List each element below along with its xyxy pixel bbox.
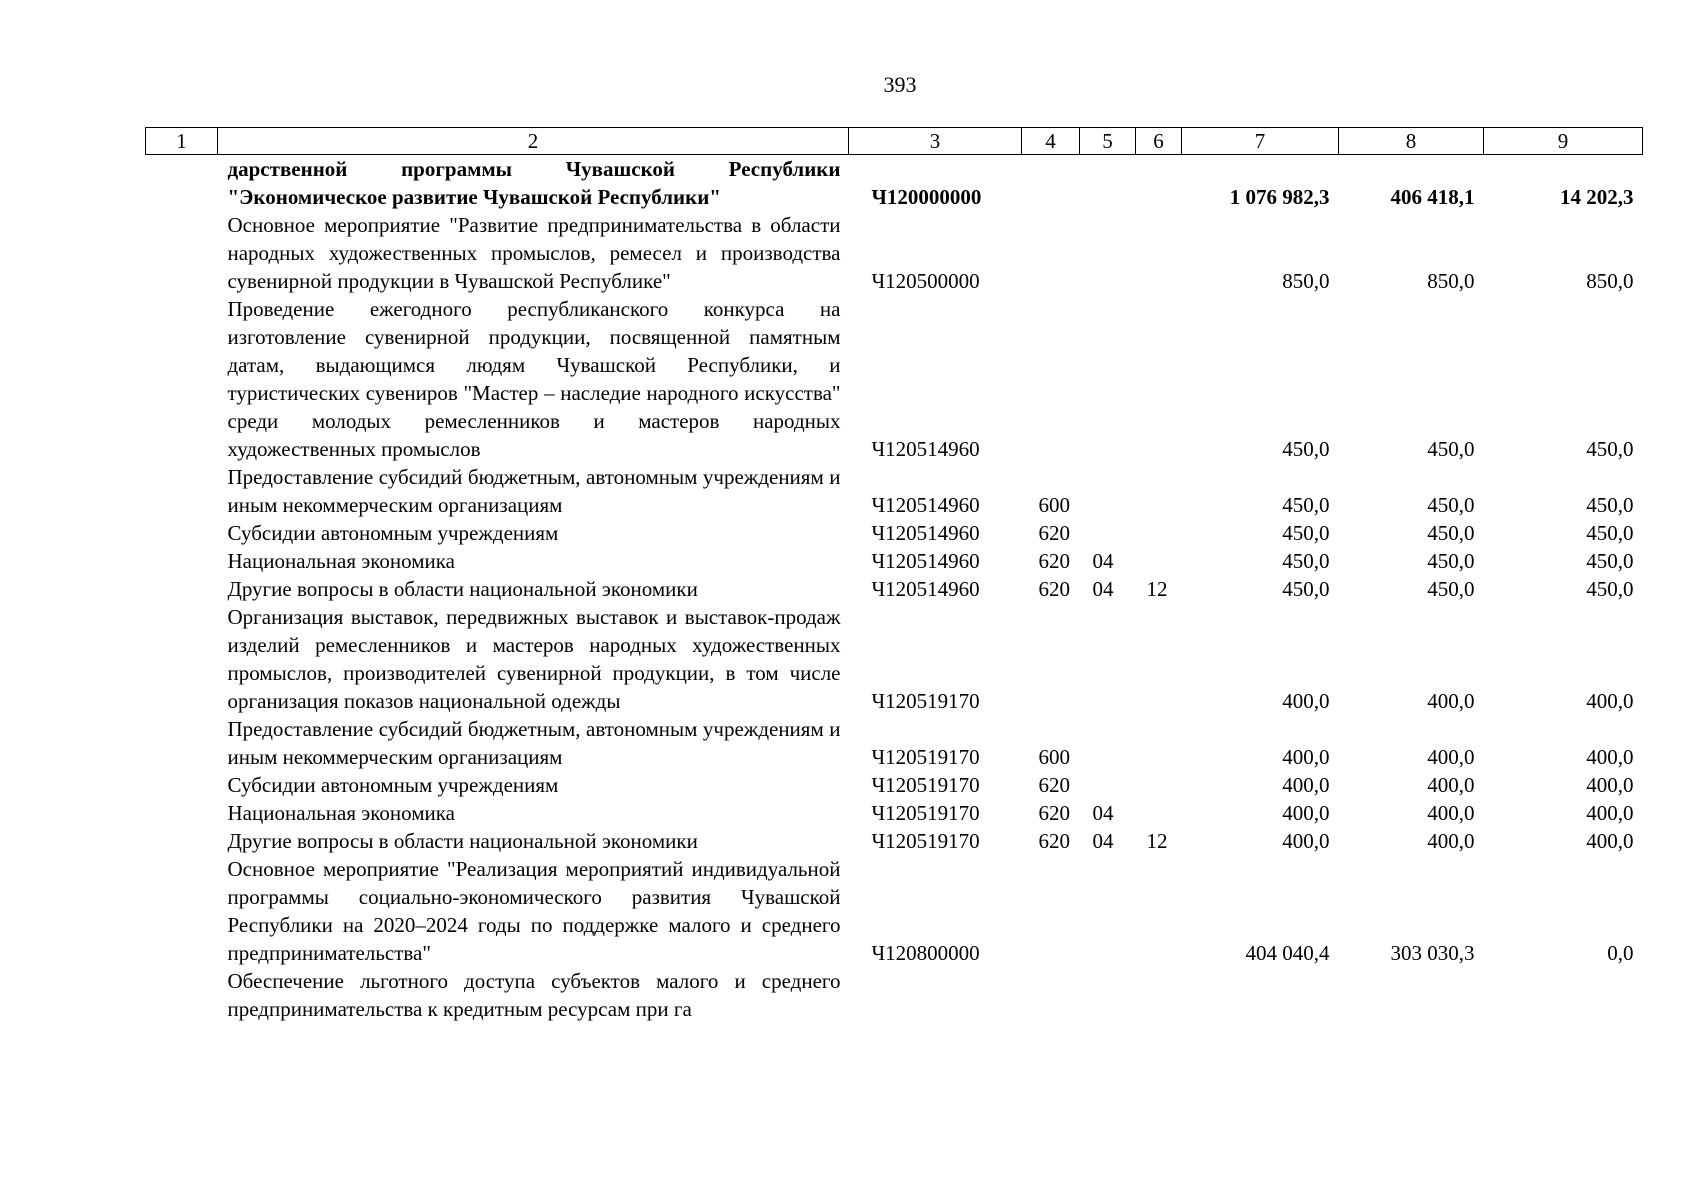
- row-name: Основное мероприятие "Реализация мероприятий индивидуальной программы социально-экономического развития Чувашской Республики на 2020–2024 годы по поддержке малого и среднего предпринимательства": [227, 857, 841, 965]
- col-1-header: 1: [146, 128, 218, 155]
- row-name: Национальная экономика: [227, 549, 455, 573]
- row-value-7: 400,0: [1282, 689, 1330, 713]
- row-col5: [1080, 211, 1136, 295]
- row-col6: [1136, 295, 1182, 463]
- row-col4: [1022, 295, 1080, 463]
- row-value-7: 450,0: [1282, 577, 1330, 601]
- col-5-header: 5: [1080, 128, 1136, 155]
- row-name: Основное мероприятие "Развитие предпринимательства в области народных художественных промыслов, ремесел и производства сувенирной продукции в Чувашской Республике": [227, 213, 841, 293]
- row-col5: [1080, 519, 1136, 547]
- row-value-8: 400,0: [1427, 801, 1475, 825]
- table-row: [146, 715, 1643, 771]
- row-col4: 620: [1038, 773, 1070, 797]
- row-value-9: 450,0: [1586, 521, 1634, 545]
- row-value-7: 850,0: [1282, 269, 1330, 293]
- row-value-8: 450,0: [1427, 493, 1475, 517]
- cell-empty: [146, 463, 218, 519]
- row-col6: [1136, 799, 1182, 827]
- row-col6: [1136, 603, 1182, 715]
- row-value-9: [1484, 967, 1643, 1023]
- row-name: Организация выставок, передвижных выставок и выставок-продаж изделий ремесленников и мастеров народных художественных промыслов, производителей сувенирной продукции, в том числе организация показов национальной одежды: [227, 605, 841, 713]
- row-col5: [1080, 295, 1136, 463]
- cell-empty: [146, 827, 218, 855]
- row-value-9: 450,0: [1586, 437, 1634, 461]
- row-name: Национальная экономика: [227, 801, 455, 825]
- row-code: Ч120519170: [871, 745, 980, 769]
- row-col5: 04: [1092, 829, 1114, 853]
- row-col4: 620: [1038, 829, 1070, 853]
- table-row: [146, 855, 1643, 967]
- table-row: [146, 295, 1643, 463]
- col-2-header: 2: [218, 128, 849, 155]
- row-code: Ч120519170: [871, 801, 980, 825]
- table-row: [146, 519, 1643, 547]
- row-name: Проведение ежегодного республиканского конкурса на изготовление сувенирной продукции, посвященной памятным датам, выдающимся людям Чувашской Республики, и туристических сувениров "Мастер – наследие народного искусства" среди молодых ремесленников и мастеров народных художественных промыслов: [227, 297, 841, 461]
- row-value-9: 0,0: [1607, 941, 1634, 965]
- cell-empty: [146, 855, 218, 967]
- page-number: 393: [883, 72, 917, 97]
- row-col5: [1080, 771, 1136, 799]
- row-value-7: 450,0: [1282, 521, 1330, 545]
- row-name: Предоставление субсидий бюджетным, автономным учреждениям и иным некоммерческим организациям: [227, 717, 841, 769]
- row-value-9: 400,0: [1586, 689, 1634, 713]
- row-value-8: [1339, 967, 1484, 1023]
- row-value-7: 450,0: [1282, 493, 1330, 517]
- row-col5: [1080, 855, 1136, 967]
- row-col6: [1136, 855, 1182, 967]
- row-value-7: 450,0: [1282, 437, 1330, 461]
- row-col6: 12: [1146, 829, 1168, 853]
- row-col6: [1136, 547, 1182, 575]
- row-col6: [1136, 519, 1182, 547]
- row-code: Ч120800000: [871, 941, 980, 965]
- cell-empty: [146, 715, 218, 771]
- row-value-8: 450,0: [1427, 437, 1475, 461]
- row-value-7: 400,0: [1282, 829, 1330, 853]
- row-value-8: 450,0: [1427, 577, 1475, 601]
- row-col5: [1080, 463, 1136, 519]
- row-value-8: 450,0: [1427, 549, 1475, 573]
- row-code: Ч120000000: [871, 185, 982, 209]
- table-row: [146, 967, 1643, 1023]
- row-col5: 04: [1092, 549, 1114, 573]
- row-col6: [1136, 211, 1182, 295]
- cell-empty: [146, 603, 218, 715]
- row-value-7: 400,0: [1282, 801, 1330, 825]
- row-value-8: 400,0: [1427, 745, 1475, 769]
- row-col4: [1022, 211, 1080, 295]
- column-number-header: [146, 128, 1643, 155]
- row-code: Ч120514960: [871, 577, 980, 601]
- row-value-9: 400,0: [1586, 801, 1634, 825]
- row-name: Предоставление субсидий бюджетным, автономным учреждениям и иным некоммерческим организациям: [227, 465, 841, 517]
- table-row: [146, 463, 1643, 519]
- row-value-7: 1 076 982,3: [1229, 185, 1330, 209]
- row-value-8: 400,0: [1427, 689, 1475, 713]
- row-col4: 620: [1038, 577, 1070, 601]
- row-value-8: 400,0: [1427, 773, 1475, 797]
- row-value-8: 400,0: [1427, 829, 1475, 853]
- table-row: [146, 603, 1643, 715]
- budget-table: [145, 127, 1643, 1023]
- row-name: Другие вопросы в области национальной экономики: [227, 829, 698, 853]
- row-col4: 600: [1038, 745, 1070, 769]
- row-col4: [1022, 855, 1080, 967]
- cell-empty: [146, 799, 218, 827]
- row-col4: [1022, 967, 1080, 1023]
- col-4-header: 4: [1022, 128, 1080, 155]
- col-6-header: 6: [1136, 128, 1182, 155]
- row-value-7: 400,0: [1282, 745, 1330, 769]
- row-col4: 620: [1038, 549, 1070, 573]
- row-col6: [1136, 771, 1182, 799]
- row-col4: 620: [1038, 521, 1070, 545]
- table-row: [146, 155, 1643, 212]
- cell-empty: [146, 155, 218, 212]
- row-col5: [1080, 715, 1136, 771]
- row-col4: [1022, 155, 1080, 212]
- row-name: Субсидии автономным учреждениям: [227, 773, 559, 797]
- cell-empty: [146, 211, 218, 295]
- row-value-8: 450,0: [1427, 521, 1475, 545]
- row-value-7: 400,0: [1282, 773, 1330, 797]
- row-value-7: 404 040,4: [1245, 941, 1330, 965]
- table-row: [146, 575, 1643, 603]
- row-value-8: 406 418,1: [1390, 185, 1475, 209]
- cell-empty: [146, 547, 218, 575]
- row-col5: 04: [1092, 577, 1114, 601]
- table-row: [146, 547, 1643, 575]
- row-code: Ч120514960: [871, 549, 980, 573]
- cell-empty: [146, 295, 218, 463]
- col-8-header: 8: [1339, 128, 1484, 155]
- row-name: Субсидии автономным учреждениям: [227, 521, 559, 545]
- row-code: Ч120500000: [871, 269, 980, 293]
- row-code: [849, 967, 1022, 1023]
- row-col4: 620: [1038, 801, 1070, 825]
- row-col5: [1080, 155, 1136, 212]
- row-col6: [1136, 967, 1182, 1023]
- row-name: дарственной программы Чувашской Республики "Экономическое развитие Чувашской Республики": [227, 157, 841, 209]
- table-row: [146, 771, 1643, 799]
- row-name: Обеспечение льготного доступа субъектов малого и среднего предпринимательства к кредитным ресурсам при га: [227, 969, 841, 1021]
- row-col6: 12: [1146, 577, 1168, 601]
- row-value-9: 450,0: [1586, 493, 1634, 517]
- col-9-header: 9: [1484, 128, 1643, 155]
- row-value-7: [1182, 967, 1339, 1023]
- row-col4: 600: [1038, 493, 1070, 517]
- row-col5: [1080, 603, 1136, 715]
- row-value-9: 400,0: [1586, 745, 1634, 769]
- row-code: Ч120519170: [871, 689, 980, 713]
- col-3-header: 3: [849, 128, 1022, 155]
- cell-empty: [146, 519, 218, 547]
- row-name: Другие вопросы в области национальной экономики: [227, 577, 698, 601]
- table-body: [146, 155, 1643, 1024]
- cell-empty: [146, 771, 218, 799]
- row-value-7: 450,0: [1282, 549, 1330, 573]
- row-value-9: 14 202,3: [1560, 185, 1634, 209]
- row-value-9: 450,0: [1586, 549, 1634, 573]
- row-code: Ч120514960: [871, 493, 980, 517]
- cell-empty: [146, 575, 218, 603]
- row-value-9: 850,0: [1586, 269, 1634, 293]
- row-code: Ч120514960: [871, 437, 980, 461]
- row-value-9: 400,0: [1586, 829, 1634, 853]
- table-row: [146, 211, 1643, 295]
- row-col6: [1136, 155, 1182, 212]
- row-value-9: 400,0: [1586, 773, 1634, 797]
- table-row: [146, 827, 1643, 855]
- row-col5: [1080, 967, 1136, 1023]
- cell-empty: [146, 967, 218, 1023]
- row-code: Ч120519170: [871, 773, 980, 797]
- row-col6: [1136, 463, 1182, 519]
- row-value-8: 850,0: [1427, 269, 1475, 293]
- row-col6: [1136, 715, 1182, 771]
- table-row: [146, 799, 1643, 827]
- row-code: Ч120519170: [871, 829, 980, 853]
- col-7-header: 7: [1182, 128, 1339, 155]
- row-code: Ч120514960: [871, 521, 980, 545]
- row-col4: [1022, 603, 1080, 715]
- row-value-9: 450,0: [1586, 577, 1634, 601]
- row-col5: 04: [1092, 801, 1114, 825]
- row-value-8: 303 030,3: [1390, 941, 1475, 965]
